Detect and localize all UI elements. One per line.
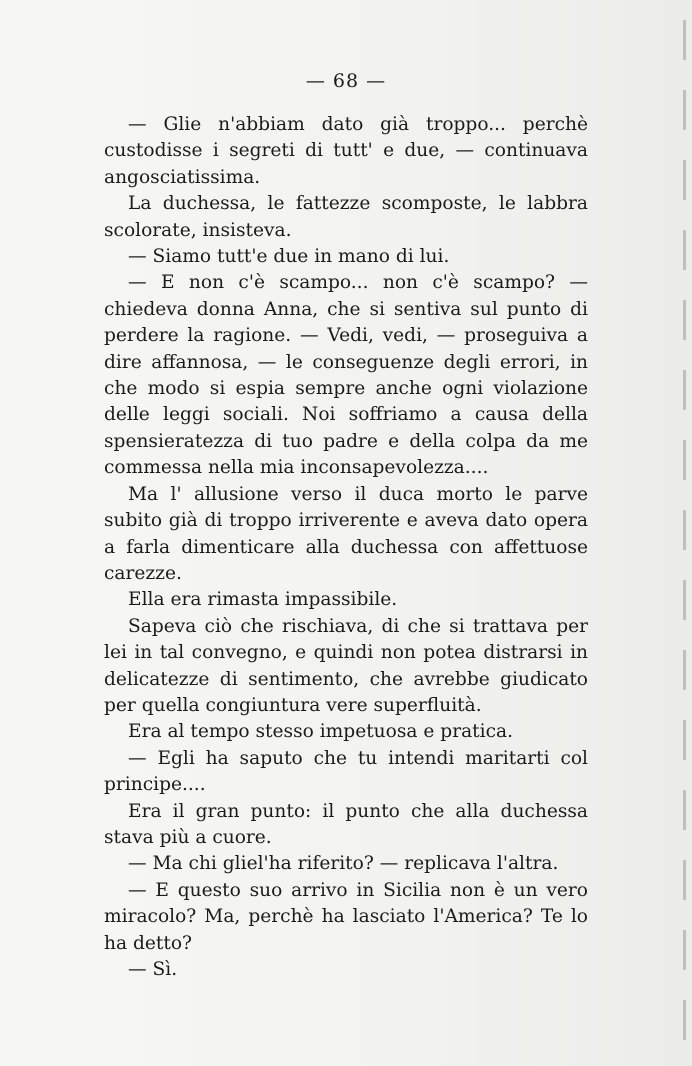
paragraph: Sapeva ciò che rischiava, di che si trattava per lei in tal convegno, e quindi non potea distrarsi in delicatezze di sentimento, che avrebbe giudicato per quella congiuntura vere superfluità.: [104, 615, 588, 716]
page-number: — 68 —: [305, 70, 387, 92]
page-edge-shadow: [683, 20, 686, 1050]
paragraph: — E questo suo arrivo in Sicilia non è un vero miracolo? Ma, perchè ha lasciato l'America? Te lo ha detto?: [104, 879, 588, 954]
paragraph: Ma l' allusione verso il duca morto le parve subito già di troppo irriverente e aveva dato opera a farla dimenticare alla duchessa con affettuose carezze.: [104, 483, 588, 584]
paragraph: Era al tempo stesso impetuosa e pratica.: [128, 721, 514, 743]
paragraph: — Ma chi gliel'ha riferito? — replicava l'altra.: [128, 853, 559, 875]
paragraph: — Siamo tutt'e due in mano di lui.: [128, 246, 450, 268]
paragraph: La duchessa, le fattezze scomposte, le labbra scolorate, insisteva.: [104, 193, 588, 241]
page-body: [104, 112, 588, 983]
paragraph: — Egli ha saputo che tu intendi maritarti col principe....: [104, 747, 588, 796]
paragraph: — E non c'è scampo... non c'è scampo? — chiedeva donna Anna, che si sentiva sul punto di perdere la ragione. — Vedi, vedi, — proseguiva a dire affannosa, — le conseguenze degli errori, in che modo si espia sempre anche ogni violazione delle leggi sociali. Noi soffriamo a causa della spensieratezza di tuo padre e della colpa da me commessa nella mia inconsapevolezza....: [104, 272, 588, 479]
paragraph: Ella era rimasta impassibile.: [128, 589, 398, 611]
paragraph: — Sì.: [128, 959, 178, 980]
paragraph: Era il gran punto: il punto che alla duchessa stava più a cuore.: [104, 800, 588, 848]
paragraph: — Glie n'abbiam dato già troppo... perchè custodisse i segreti di tutt' e due, — continuava angosciatissima.: [104, 114, 588, 188]
